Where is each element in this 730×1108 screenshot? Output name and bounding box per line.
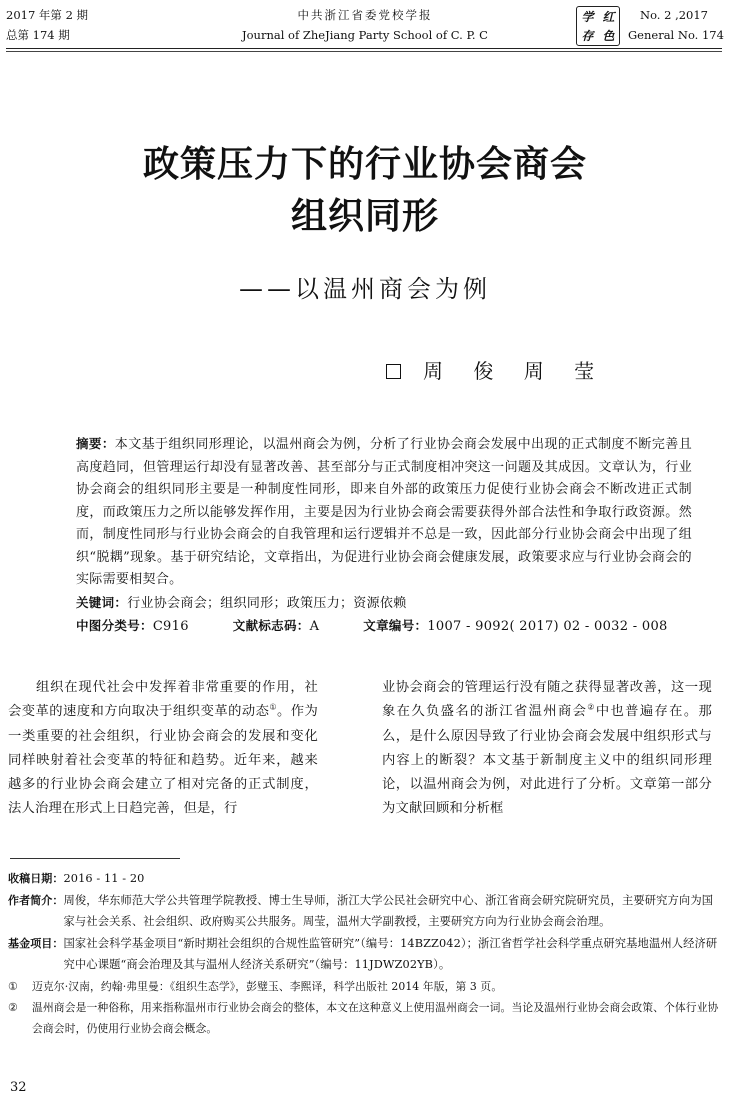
body-text: 中也普遍存在。那么，是什么原因导致了行业协会商会发展中组织形式与内容上的断裂？本文基于新制度主义中的组织同形理论，以温州商会为例，对此进行了分析。文章第一部分为文献回顾和分析框 bbox=[382, 704, 712, 817]
author-info-row bbox=[8, 890, 720, 933]
seal-char: 学 bbox=[581, 9, 594, 24]
body-text: 。作为一类重要的社会组织，行业协会商会的发展和变化同样映射着社会变革的特征和趋势。近年来，越来越多的行业协会商会建立了相对完备的正式制度，法人治理在形式上日趋完善，但是，行 bbox=[8, 704, 318, 817]
footnote-item bbox=[8, 976, 720, 997]
general-number-en: General No. 174 bbox=[628, 28, 724, 42]
abstract-paragraph bbox=[42, 433, 692, 592]
keywords-label: 关键词： bbox=[76, 594, 128, 610]
abstract-block bbox=[42, 433, 692, 639]
footnote-mark: ① bbox=[8, 979, 18, 993]
body-text: 业协会商会的管理运行没有随之获得显著改善，这一现象在久负盛名的浙江省温州商会 bbox=[382, 680, 712, 720]
doc-code-value: A bbox=[309, 619, 320, 634]
fund-text: 国家社会科学基金项目“新时期社会组织的合规性监管研究”（编号：14BZZ042）；浙江省哲学社会科学重点研究基地温州人经济研究中心课题“商会治理及其与温州人经济关系研究”（编号：11JDWZ02YB）。 bbox=[63, 936, 718, 971]
journal-name-en: Journal of ZheJiang Party School of C. P. C bbox=[242, 28, 488, 42]
seal-char: 存 bbox=[581, 28, 594, 43]
author-box-icon bbox=[386, 364, 401, 379]
journal-name-cn: 中共浙江省委党校学报 bbox=[297, 8, 433, 22]
article-title-line2: 组织同形 bbox=[290, 195, 439, 237]
seal-char: 色 bbox=[602, 28, 615, 43]
footnote-ref[interactable]: ① bbox=[269, 702, 277, 712]
classification-line bbox=[42, 615, 692, 639]
body-column-left bbox=[8, 676, 318, 822]
notes-block bbox=[8, 868, 720, 1039]
author-info-text: 周俊，华东师范大学公共管理学院教授、博士生导师，浙江大学公民社会研究中心、浙江省商会研究院研究员，主要研究方向为国家与社会关系、社会组织、政府购买公共服务。周莹，温州大学副教授，主要研究方向为行业协会商会治理。 bbox=[63, 893, 714, 928]
article-title-line1: 政策压力下的行业协会商会 bbox=[142, 143, 587, 185]
fund-label: 基金项目： bbox=[8, 936, 64, 950]
keywords-line bbox=[42, 592, 692, 616]
abstract-text: 本文基于组织同形理论，以温州商会为例，分析了行业协会商会发展中出现的正式制度不断完善且高度趋同，但管理运行却没有显著改善、甚至部分与正式制度相冲突这一问题及其成因。文章认为，行业协会商会的组织同形主要是一种制度性同形，即来自外部的政策压力促使行业协会商会不断改进正式制度，而政策压力之所以能够发挥作用，主要是因为行业协会商会需要获得外部合法性和争取行政资源。然而，制度性同形与行业协会商会的自我管理和运行逻辑并不总是一致，因此部分行业协会商会中出现了组织“脱耦”现象。基于研究结论，文章指出，为促进行业协会商会健康发展，政策要求应与行业协会商会的实际需要相契合。 bbox=[76, 437, 692, 587]
abstract-label: 摘要： bbox=[76, 436, 115, 451]
keywords-text: 行业协会商会；组织同形；政策压力；资源依赖 bbox=[127, 595, 407, 611]
footnote-ref[interactable]: ② bbox=[587, 702, 596, 712]
doc-code-label: 文献标志码： bbox=[232, 618, 310, 633]
article-number-value: 1007 - 9092( 2017) 02 - 0032 - 008 bbox=[427, 619, 668, 634]
header-rule-thin bbox=[6, 51, 722, 52]
author-info-label: 作者简介： bbox=[8, 893, 64, 907]
received-date-row bbox=[8, 868, 720, 890]
fund-row bbox=[8, 933, 720, 976]
footnote-mark: ② bbox=[8, 1000, 18, 1014]
author-names: 周 俊 周 莹 bbox=[423, 359, 607, 383]
body-column-right bbox=[382, 676, 712, 822]
header-rule bbox=[6, 48, 722, 49]
article-number-label: 文章编号： bbox=[363, 618, 428, 633]
clc-value: C916 bbox=[152, 619, 189, 634]
footnote-rule bbox=[10, 858, 180, 859]
total-issue-label: 总第 174 期 bbox=[6, 28, 70, 42]
seal-char: 红 bbox=[602, 9, 615, 24]
article-subtitle: ——以温州商会为例 bbox=[239, 275, 491, 303]
received-value: 2016 - 11 - 20 bbox=[63, 872, 145, 885]
body-text: 组织在现代社会中发挥着非常重要的作用，社会变革的速度和方向取决于组织变革的动态 bbox=[8, 680, 318, 720]
footnote-text: 温州商会是一种俗称，用来指称温州市行业协会商会的整体，本文在这种意义上使用温州商会一词。当论及温州行业协会商会政策、个体行业协会商会时，仍使用行业协会商会概念。 bbox=[32, 1000, 719, 1035]
body-paragraph bbox=[382, 676, 712, 822]
clc-label: 中图分类号： bbox=[76, 618, 153, 633]
footnote-text: 迈克尔·汉南，约翰·弗里曼：《组织生态学》，彭璧玉、李熙译，科学出版社 2014 年版，第 3 页。 bbox=[32, 979, 503, 993]
issue-label: 2017 年第 2 期 bbox=[6, 8, 89, 22]
page-number: 32 bbox=[10, 1080, 27, 1095]
issue-number-en: No. 2 ,2017 bbox=[640, 8, 708, 22]
footnote-item bbox=[8, 997, 720, 1039]
received-label: 收稿日期： bbox=[8, 872, 64, 885]
author-line bbox=[386, 358, 606, 384]
body-paragraph bbox=[8, 676, 318, 822]
journal-seal-logo bbox=[576, 6, 620, 46]
